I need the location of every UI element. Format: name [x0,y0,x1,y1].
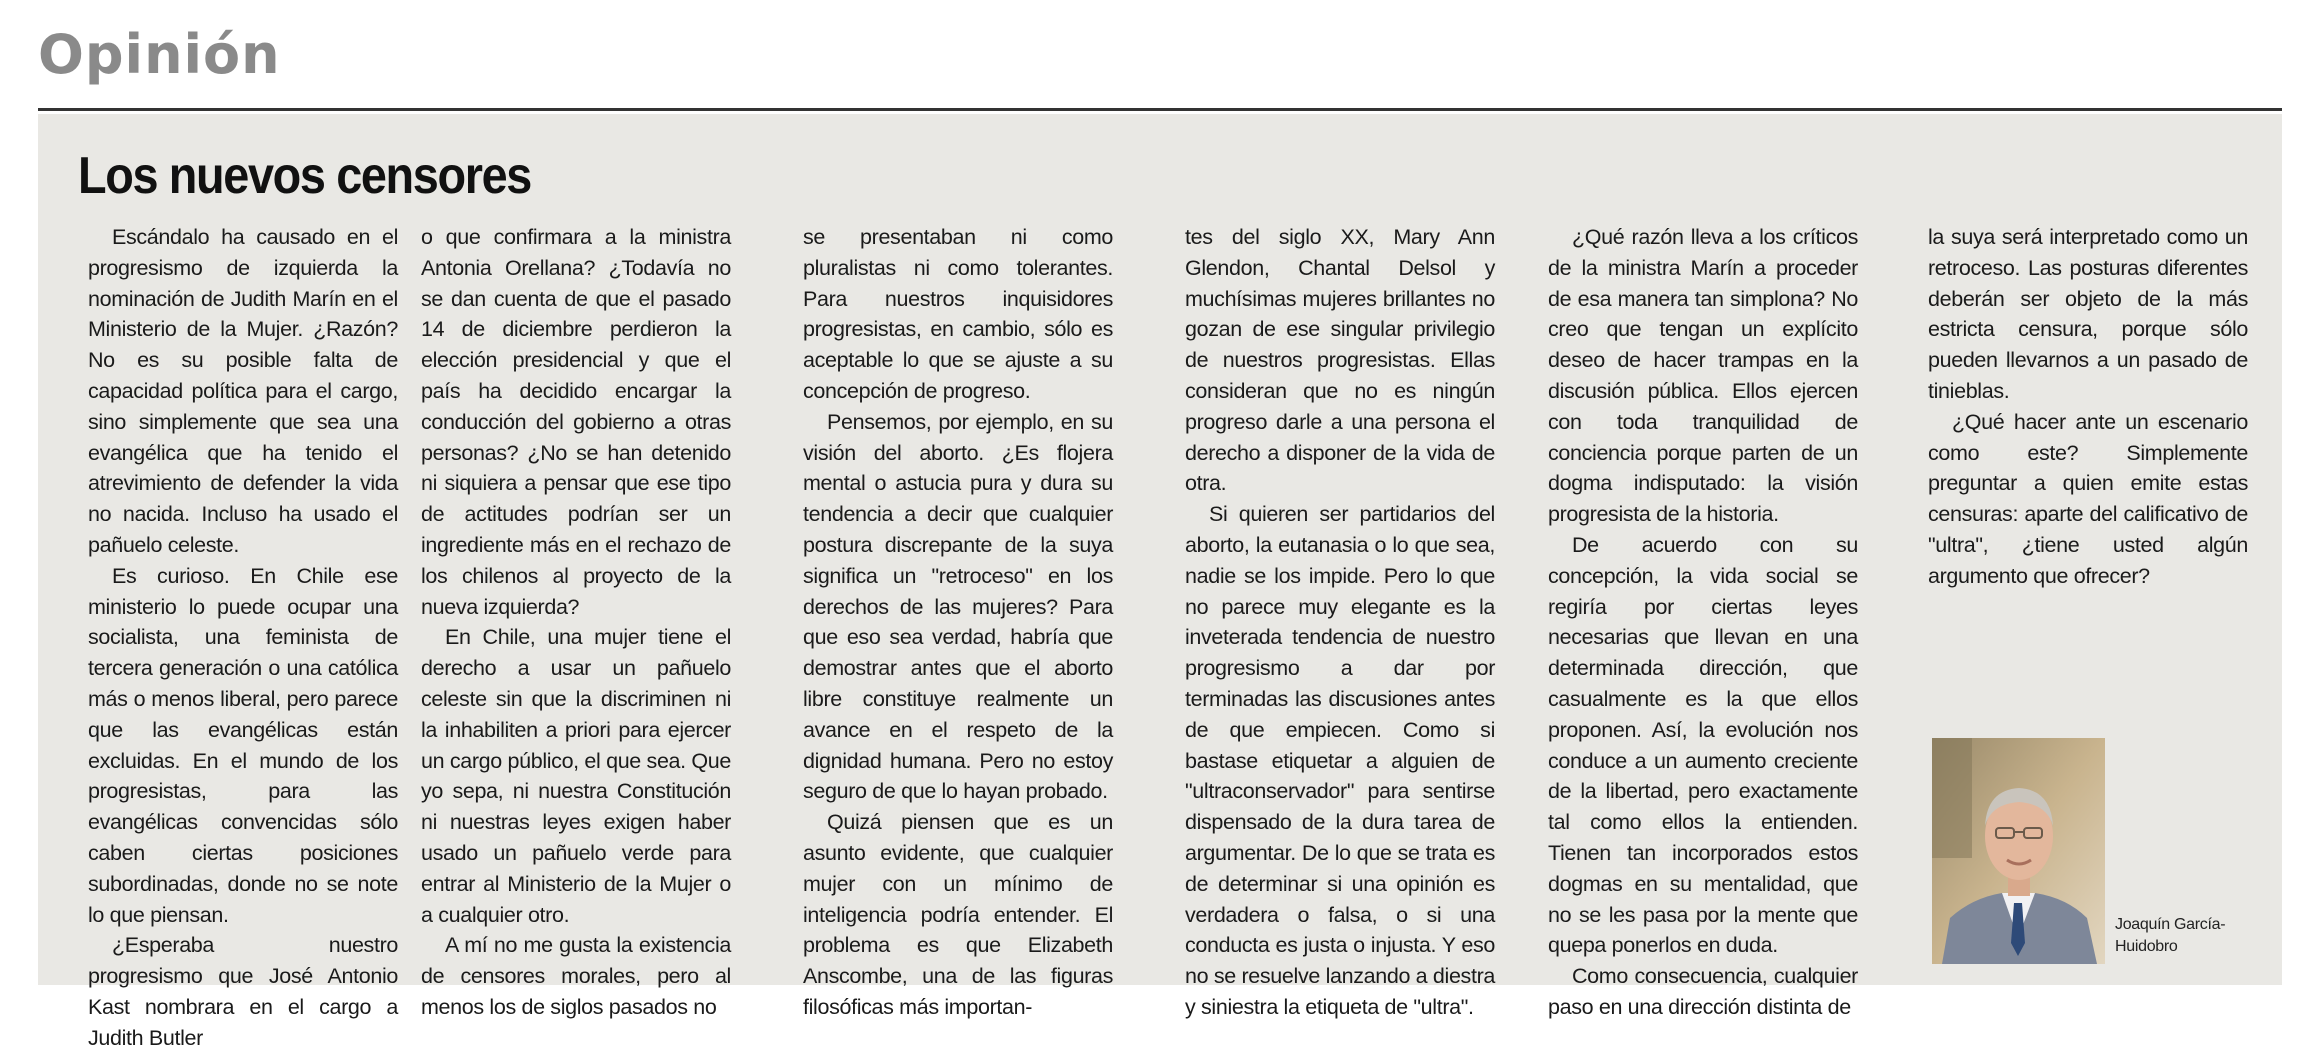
paragraph: tes del siglo XX, Mary Ann Glendon, Chantal Delsol y muchísimas mujeres brillantes no gozan de ese singular privilegio de nuestros progresistas. Ellas consideran que no es ningún progreso darle a una persona el derecho a disponer de la vida de otra. [1185,225,1495,496]
paragraph: Si quieren ser partidarios del aborto, la eutanasia o lo que sea, nadie se los impide. Pero lo que no parece muy elegante es la inveterada tendencia de nuestro progresismo a dar por terminadas las discusiones antes de que empiecen. Como si bastase etiquetar a alguien de "ultraconservador" para sentirse dispensado de la dura tarea de argumentar. De lo que se trata es de determinar si una opinión es verdadera o falsa, o si una conducta es justa o injusta. Y eso no se resuelve lanzando a diestra y siniestra la etiqueta de "ultra". [1185,502,1495,1019]
article-column-3 [803,222,1113,1019]
paragraph: ¿Qué hacer ante un escenario como este? Simplemente preguntar a quien emite estas censuras: aparte del calificativo de "ultra", ¿tiene usted algún argumento que ofrecer? [1928,409,2248,588]
paragraph: De acuerdo con su concepción, la vida social se regiría por ciertas leyes necesarias que llevan en una determinada dirección, que casualmente es la que ellos proponen. Así, la evolución nos conduce a un aumento creciente de la libertad, pero exactamente tal como ellos la entienden. Tienen tan incorporados estos dogmas en su mentalidad, que no se les pasa por la mente que quepa ponerlos en duda. [1548,532,1858,958]
article-column-4 [1185,222,1495,1019]
section-title: Opinión [38,23,281,86]
author-name [2115,914,2265,958]
article-column-5 [1548,222,1858,1019]
paragraph: Pensemos, por ejemplo, en su visión del aborto. ¿Es flojera mental o astucia pura y dura su tendencia a decir que cualquier postura discrepante de la suya significa un "retroceso" en los derechos de las mujeres? Para que eso sea verdad, habría que demostrar antes que el aborto libre constituye realmente un avance en el respeto de la dignidad humana. Pero no estoy seguro de que lo hayan probado. [803,409,1113,804]
section-rule [38,108,2282,111]
paragraph: o que confirmara a la ministra Antonia Orellana? ¿Todavía no se dan cuenta de que el pasado 14 de diciembre perdieron la elección presidencial y que el país ha decidido encargar la conducción del gobierno a otras personas? ¿No se han detenido ni siquiera a pensar que ese tipo de actitudes podrían ser un ingrediente más en el rechazo de los chilenos al proyecto de la nueva izquierda? [421,225,731,619]
paragraph: Escándalo ha causado en el progresismo de izquierda la nominación de Judith Marín en el Ministerio de la Mujer. ¿Razón? No es su posible falta de capacidad política para el cargo, sino simplemente que sea una evangélica que ha tenido el atrevimiento de defender la vida no nacida. Incluso ha usado el pañuelo celeste. [88,225,398,557]
paragraph: Quizá piensen que es un asunto evidente, que cualquier mujer con un mínimo de inteligencia podría entender. El problema es que Elizabeth Anscombe, una de las figuras filosóficas más importan- [803,810,1113,1019]
author-box [1932,738,2260,964]
article-column-1 [88,222,398,1050]
paragraph: ¿Qué razón lleva a los críticos de la ministra Marín a proceder de esa manera tan simplona? No creo que tengan un explícito deseo de hacer trampas en la discusión pública. Ellos ejercen con toda tranquilidad de conciencia porque parten de un dogma indisputado: la visión progresista de la historia. [1548,225,1858,527]
author-name-line2: Huidobro [2115,938,2178,955]
paragraph: Es curioso. En Chile ese ministerio lo puede ocupar una socialista, una feminista de tercera generación o una católica más o menos liberal, pero parece que las evangélicas están excluidas. En el mundo de los progresistas, para las evangélicas convencidas sólo caben ciertas posiciones subordinadas, donde no se note lo que piensan. [88,563,398,927]
author-portrait-icon [1932,738,2105,964]
paragraph: ¿Esperaba nuestro progresismo que José Antonio Kast nombrara en el cargo a Judith Butler [88,933,398,1050]
paragraph: Como consecuencia, cualquier paso en una dirección distinta de [1548,964,1858,1019]
author-photo [1932,738,2105,964]
paragraph: A mí no me gusta la existencia de censores morales, pero al menos los de siglos pasados no [421,933,731,1019]
paragraph: se presentaban ni como pluralistas ni como tolerantes. Para nuestros inquisidores progresistas, en cambio, sólo es aceptable lo que se ajuste a su concepción de progreso. [803,225,1113,403]
article-column-2 [421,222,731,1019]
headline: Los nuevos censores [78,147,531,205]
paragraph: la suya será interpretado como un retroceso. Las posturas diferentes deberán ser objeto de la más estricta censura, porque sólo pueden llevarnos a un pasado de tinieblas. [1928,225,2248,403]
author-name-line1: Joaquín García- [2115,916,2226,933]
paragraph: En Chile, una mujer tiene el derecho a usar un pañuelo celeste sin que la discriminen ni la inhabiliten a priori para ejercer un cargo público, el que sea. Que yo sepa, ni nuestra Constitución ni nuestras leyes exigen haber usado un pañuelo verde para entrar al Ministerio de la Mujer o a cualquier otro. [421,625,731,927]
